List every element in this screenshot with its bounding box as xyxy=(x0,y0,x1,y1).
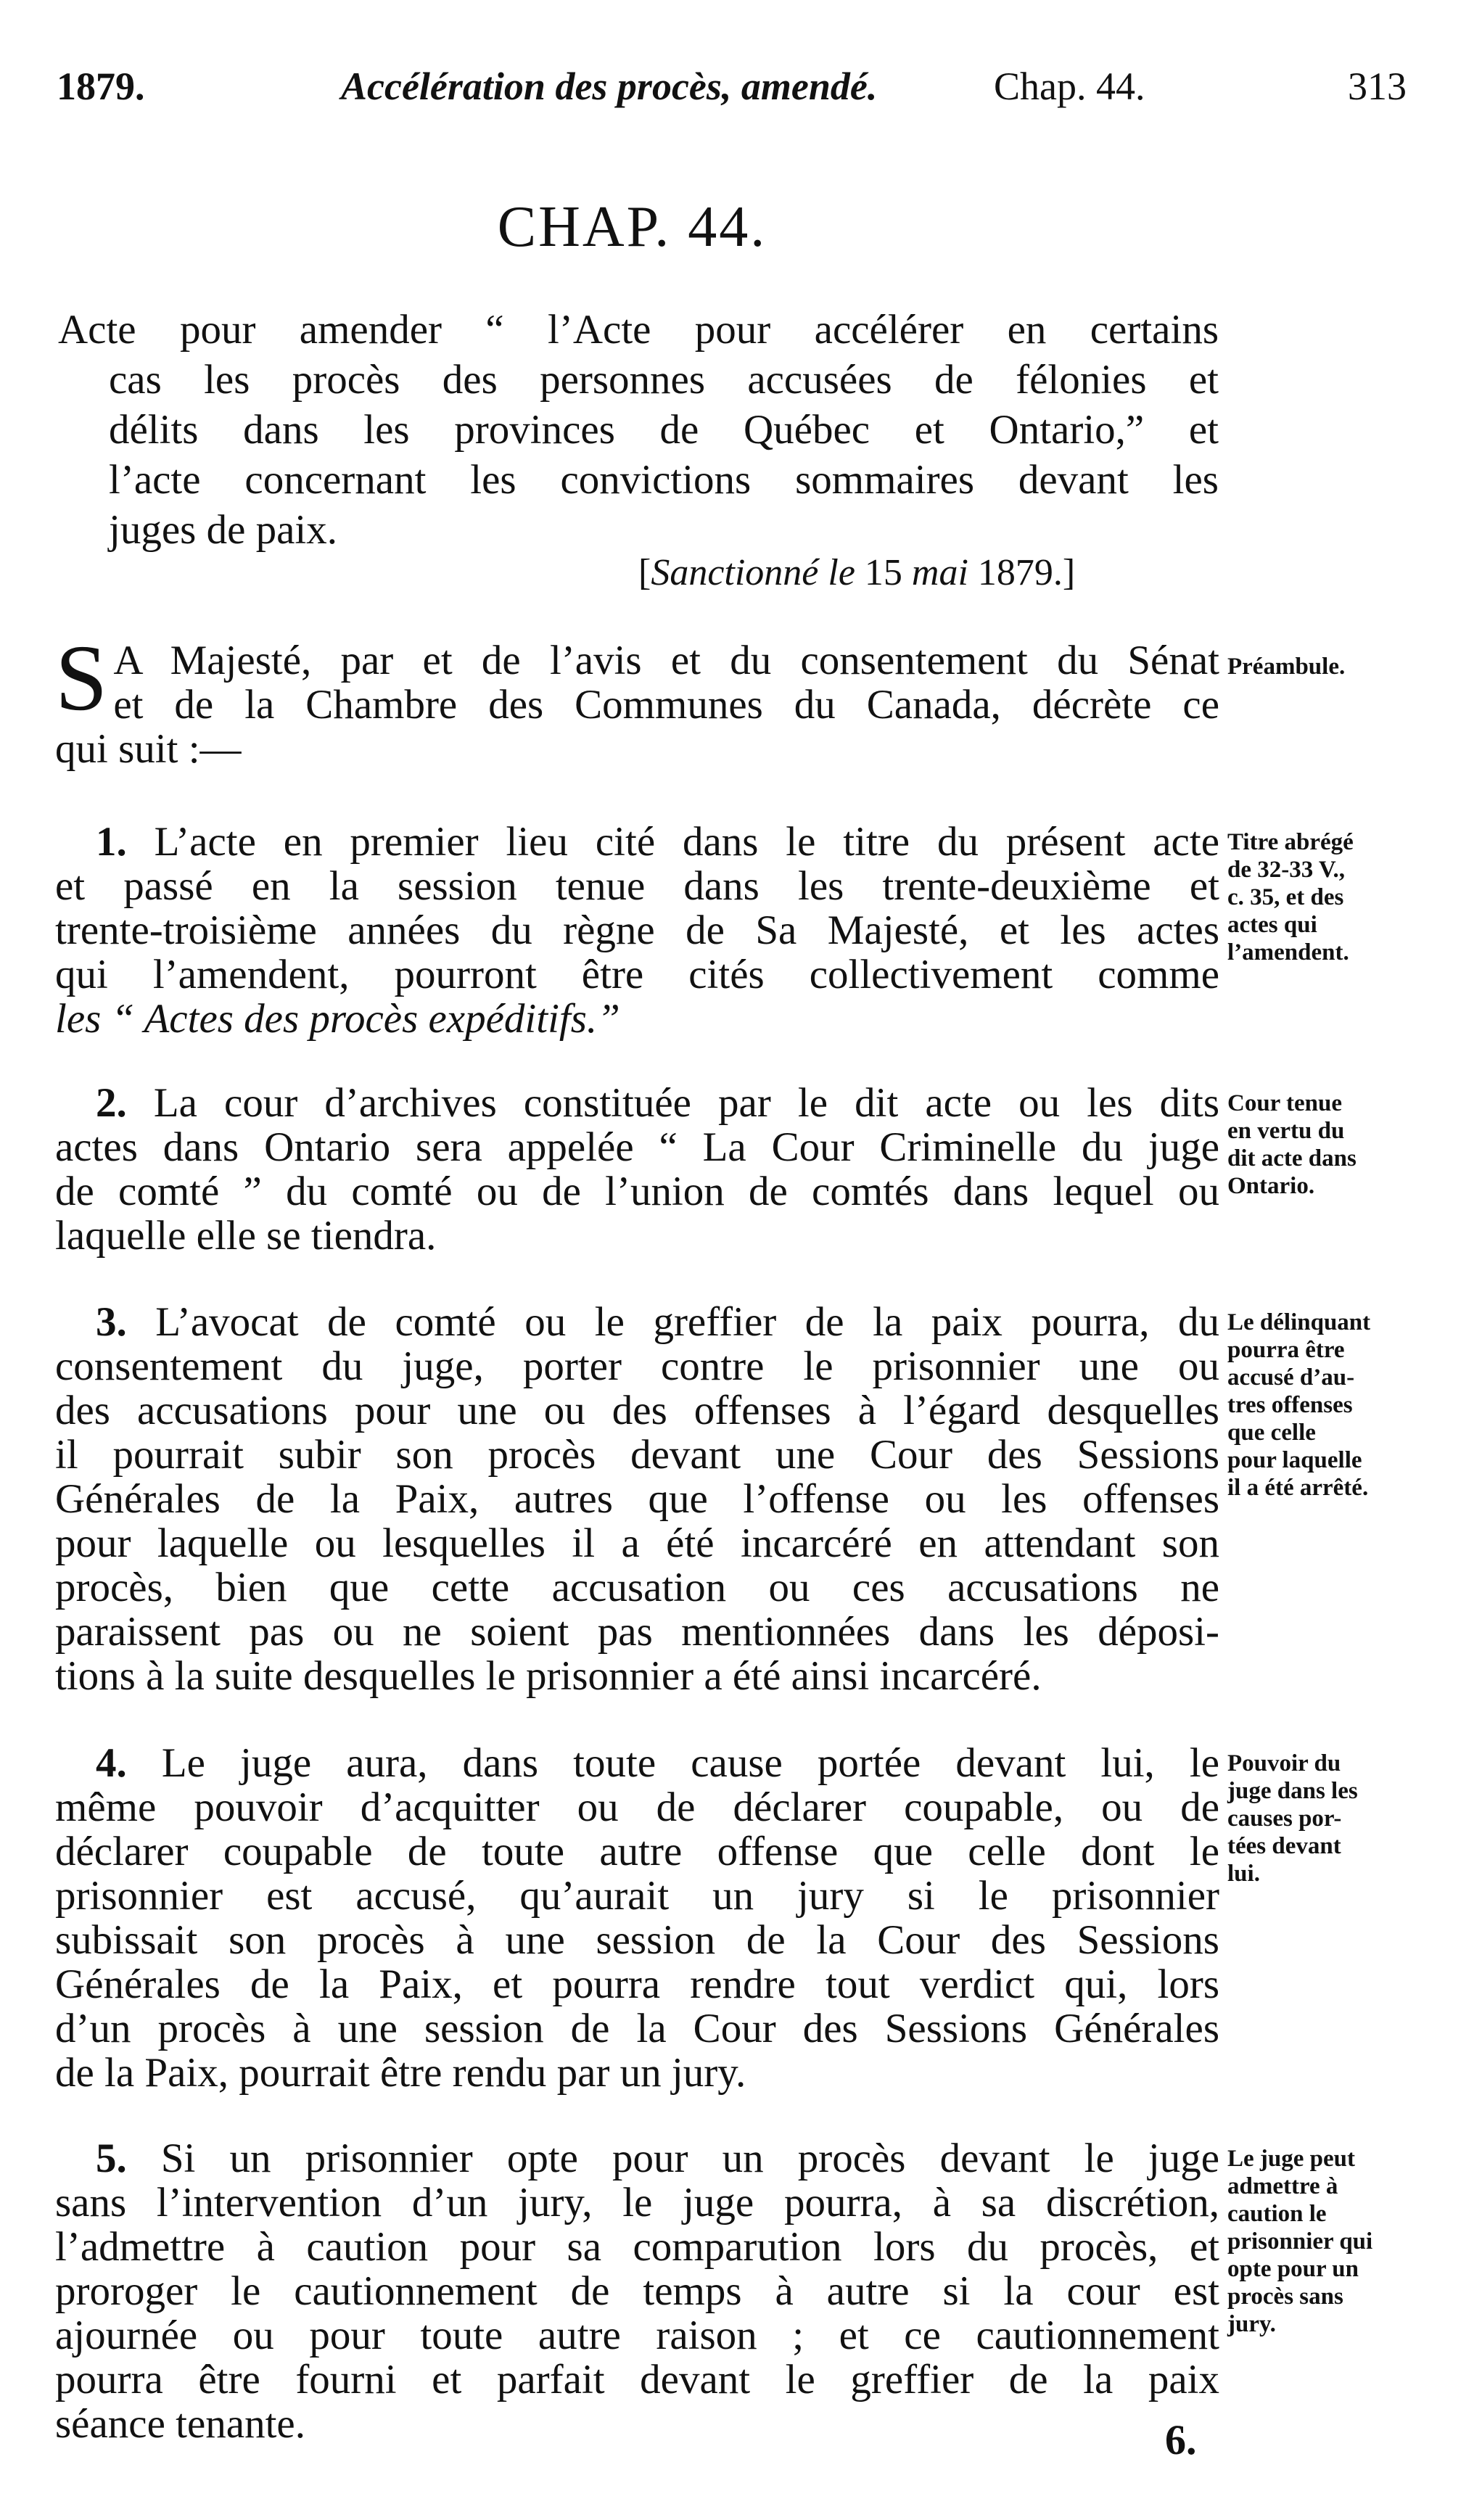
margin-note-line: de 32-33 V., xyxy=(1227,857,1345,883)
margin-note-section-4 xyxy=(1227,1750,1478,1887)
section-3 xyxy=(55,1300,1219,1698)
margin-note-line: tées devant xyxy=(1227,1833,1341,1859)
section-text: L’acte en premier lieu cité dans le titre du présent acte xyxy=(154,819,1219,865)
margin-note-line: Ontario. xyxy=(1227,1173,1315,1199)
section-number: 2. xyxy=(96,1080,127,1126)
page-number: 313 xyxy=(1348,65,1407,108)
section-line: sans l’intervention d’un jury, le juge pourra, à sa discrétion, xyxy=(55,2180,1219,2225)
margin-note-line: pourra être xyxy=(1227,1337,1345,1363)
header-chapter: Chap. 44. xyxy=(994,65,1145,108)
margin-note-line: accusé d’au- xyxy=(1227,1364,1355,1391)
section-5 xyxy=(55,2136,1219,2446)
running-title: Accélération des procès, amendé. xyxy=(341,65,878,108)
section-line: prisonnier est accusé, qu’aurait un jury si le prisonnier xyxy=(55,1873,1219,1919)
margin-note-line: prisonnier qui xyxy=(1227,2228,1373,2255)
section-line: de la Paix, pourrait être rendu par un jury. xyxy=(55,2050,746,2096)
section-text: Le juge aura, dans toute cause portée devant lui, le xyxy=(161,1740,1220,1786)
section-number: 4. xyxy=(96,1740,127,1786)
sanction-label: Sanctionné le xyxy=(651,552,855,593)
section-line: proroger le cautionnement de temps à autre si la cour est xyxy=(55,2268,1219,2314)
margin-note-line: Pouvoir du xyxy=(1227,1750,1341,1776)
section-line: paraissent pas ou ne soient pas mentionnées dans les déposi- xyxy=(55,1609,1219,1655)
margin-note-line: dit acte dans xyxy=(1227,1145,1357,1172)
chapter-heading: CHAP. 44. xyxy=(497,195,767,259)
title-line: cas les procès des personnes accusées de félonies et xyxy=(109,357,1219,403)
section-1 xyxy=(55,820,1219,1041)
margin-note-line: c. 35, et des xyxy=(1227,884,1344,910)
preamble-line: et de la Chambre des Communes du Canada, décrète ce xyxy=(113,682,1219,728)
section-number: 1. xyxy=(96,819,127,865)
act-title xyxy=(58,305,1219,555)
margin-note-section-3 xyxy=(1227,1309,1478,1502)
margin-note-section-5 xyxy=(1227,2145,1478,2338)
section-line: les “ Actes des procès expéditifs.” xyxy=(55,996,620,1042)
section-line: de comté ” du comté ou de l’union de comtés dans lequel ou xyxy=(55,1169,1219,1214)
margin-note-line: causes por- xyxy=(1227,1805,1342,1832)
section-line: qui l’amendent, pourront être cités collectivement comme xyxy=(55,952,1219,997)
margin-note-section-2 xyxy=(1227,1090,1478,1200)
section-line: l’admettre à caution pour sa comparution lors du procès, et xyxy=(55,2224,1219,2270)
preamble-line: A Majesté, par et de l’avis et du consentement du Sénat xyxy=(113,638,1219,683)
section-line: séance tenante. xyxy=(55,2401,305,2447)
sanction-day: 15 xyxy=(855,552,912,593)
section-line: actes dans Ontario sera appelée “ La Cour Criminelle du juge xyxy=(55,1124,1219,1170)
section-line: il pourrait subir son procès devant une Cour des Sessions xyxy=(55,1432,1219,1478)
sanction-year: 1879.] xyxy=(968,552,1076,593)
section-number: 3. xyxy=(96,1299,127,1345)
drop-cap: S xyxy=(55,626,108,730)
section-4 xyxy=(55,1741,1219,2095)
sanction-date xyxy=(638,551,1075,594)
margin-note-line: Cour tenue xyxy=(1227,1090,1342,1116)
section-text: Si un prisonnier opte pour un procès devant le juge xyxy=(160,2136,1219,2181)
margin-note-line: l’amendent. xyxy=(1227,939,1349,965)
section-line: consentement du juge, porter contre le prisonnier une ou xyxy=(55,1343,1219,1389)
section-text: L’avocat de comté ou le greffier de la paix pourra, du xyxy=(155,1299,1220,1345)
section-text: La cour d’archives constituée par le dit acte ou les dits xyxy=(153,1080,1220,1126)
section-line xyxy=(55,1081,1219,1125)
header-year: 1879. xyxy=(57,65,145,108)
section-2 xyxy=(55,1081,1219,1258)
section-line: Générales de la Paix, autres que l’offense ou les offenses xyxy=(55,1476,1219,1522)
margin-note-line: que celle xyxy=(1227,1420,1316,1446)
section-line: même pouvoir d’acquitter ou de déclarer coupable, ou de xyxy=(55,1784,1219,1830)
title-line: l’acte concernant les convictions sommaires devant les xyxy=(109,457,1219,503)
section-line: d’un procès à une session de la Cour des Sessions Générales xyxy=(55,2006,1219,2051)
preamble-line: qui suit :— xyxy=(55,726,242,772)
section-line: trente-troisième années du règne de Sa Majesté, et les actes xyxy=(55,907,1219,953)
catchword: 6. xyxy=(1165,2416,1197,2463)
preamble xyxy=(55,626,1219,772)
section-line xyxy=(55,820,1219,864)
title-line: juges de paix. xyxy=(109,507,338,553)
section-line: pour laquelle ou lesquelles il a été incarcéré en attendant son xyxy=(55,1520,1219,1566)
margin-note-line: en vertu du xyxy=(1227,1118,1345,1144)
margin-note-line: il a été arrêté. xyxy=(1227,1475,1369,1501)
title-line: Acte pour amender “ l’Acte pour accélérer en certains xyxy=(58,307,1219,353)
section-line xyxy=(55,2136,1219,2181)
margin-note-line: jury. xyxy=(1227,2311,1276,2337)
margin-note-line: juge dans les xyxy=(1227,1778,1358,1804)
margin-note-line: actes qui xyxy=(1227,912,1317,938)
section-number: 5. xyxy=(96,2136,127,2181)
margin-note-line: pour laquelle xyxy=(1227,1447,1362,1473)
margin-note-line: procès sans xyxy=(1227,2284,1343,2310)
margin-note-section-1 xyxy=(1227,828,1478,966)
section-line: tions à la suite desquelles le prisonnier a été ainsi incarcéré. xyxy=(55,1653,1042,1699)
section-line: Générales de la Paix, et pourra rendre tout verdict qui, lors xyxy=(55,1961,1219,2007)
margin-note-preamble xyxy=(1227,653,1478,680)
margin-note-line: caution le xyxy=(1227,2201,1327,2227)
section-line: et passé en la session tenue dans les trente-deuxième et xyxy=(55,863,1219,909)
margin-note-line: lui. xyxy=(1227,1861,1260,1887)
sanction-bracket: [ xyxy=(638,552,651,593)
section-line: procès, bien que cette accusation ou ces accusations ne xyxy=(55,1565,1219,1610)
section-line: ajournée ou pour toute autre raison ; et ce cautionnement xyxy=(55,2313,1219,2358)
section-line: pourra être fourni et parfait devant le greffier de la paix xyxy=(55,2357,1219,2402)
margin-note-line: Préambule. xyxy=(1227,654,1346,680)
margin-note-line: admettre à xyxy=(1227,2173,1338,2199)
margin-note-line: Le juge peut xyxy=(1227,2146,1355,2172)
section-line: laquelle elle se tiendra. xyxy=(55,1213,437,1259)
sanction-month: mai xyxy=(911,552,968,593)
section-line xyxy=(55,1300,1219,1344)
section-line: des accusations pour une ou des offenses à l’égard desquelles xyxy=(55,1388,1219,1433)
margin-note-line: Le délinquant xyxy=(1227,1309,1371,1335)
margin-note-line: Titre abrégé xyxy=(1227,829,1354,855)
margin-note-line: opte pour un xyxy=(1227,2256,1359,2282)
section-line: subissait son procès à une session de la Cour des Sessions xyxy=(55,1917,1219,1963)
title-line: délits dans les provinces de Québec et Ontario,” et xyxy=(109,407,1219,453)
section-line xyxy=(55,1741,1219,1785)
section-line: déclarer coupable de toute autre offense que celle dont le xyxy=(55,1829,1219,1874)
margin-note-line: tres offenses xyxy=(1227,1392,1353,1418)
